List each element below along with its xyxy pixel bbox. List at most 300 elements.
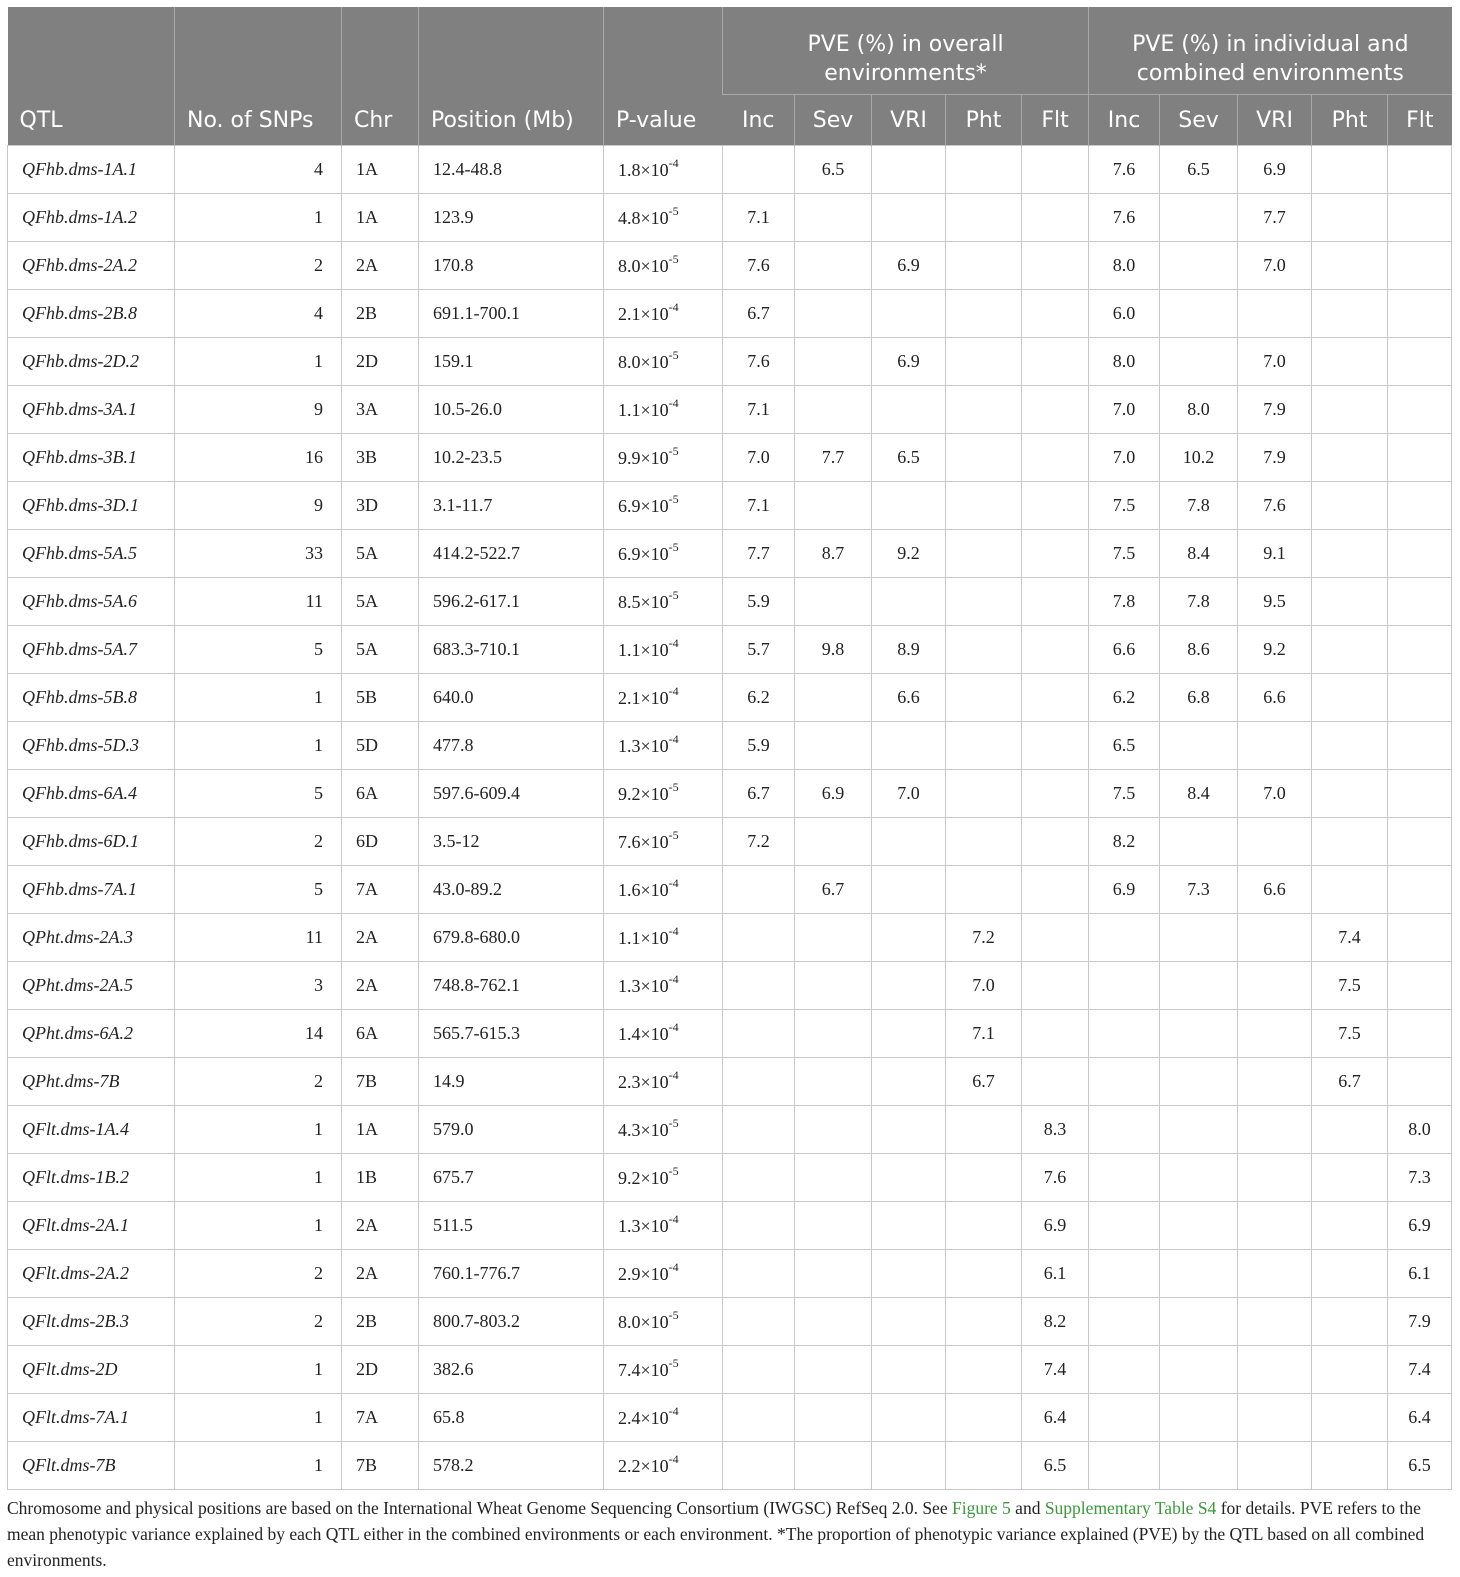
pve-cell: [795, 1298, 872, 1346]
pve-cell: [1160, 1202, 1238, 1250]
pve-cell: [1238, 722, 1312, 770]
caption-text-2: and: [1010, 1498, 1045, 1518]
chromosome-cell: 5B: [342, 674, 419, 722]
snp-count-cell: 5: [175, 626, 342, 674]
p-value-cell: [604, 530, 723, 578]
qtl-name-cell: QPht.dms-6A.2: [8, 1010, 175, 1058]
pve-cell: [723, 1442, 795, 1490]
pve-cell: [1160, 1058, 1238, 1106]
p-value-cell: [604, 290, 723, 338]
pve-cell: 7.0: [1089, 434, 1160, 482]
table-row: [8, 146, 1452, 194]
pve-cell: [795, 1154, 872, 1202]
p-value-exponent: -4: [668, 156, 679, 170]
p-value-exponent: -5: [668, 252, 679, 266]
snp-count-cell: 1: [175, 1106, 342, 1154]
pve-cell: [1022, 530, 1089, 578]
header-sub-vri: VRI: [872, 95, 946, 146]
pve-cell: 7.8: [1089, 578, 1160, 626]
qtl-name-cell: QFhb.dms-3B.1: [8, 434, 175, 482]
table-row: [8, 770, 1452, 818]
pve-cell: [723, 1154, 795, 1202]
qtl-name-cell: QFhb.dms-5A.7: [8, 626, 175, 674]
pve-cell: [795, 194, 872, 242]
table-header: [8, 7, 1452, 146]
pve-cell: [1238, 1346, 1312, 1394]
pve-cell: 7.5: [1312, 1010, 1388, 1058]
chromosome-cell: 1A: [342, 146, 419, 194]
qtl-name-cell: QFlt.dms-1A.4: [8, 1106, 175, 1154]
pve-cell: [1388, 722, 1452, 770]
pve-cell: 7.7: [723, 530, 795, 578]
p-value-mantissa: 1.1×10: [618, 400, 669, 420]
pve-cell: 7.0: [1238, 770, 1312, 818]
p-value-cell: [604, 578, 723, 626]
pve-cell: [1388, 290, 1452, 338]
pve-cell: 7.1: [723, 194, 795, 242]
figure-5-link[interactable]: Figure 5: [951, 1498, 1011, 1518]
table-row: [8, 290, 1452, 338]
table-row: [8, 338, 1452, 386]
pve-cell: 6.1: [1388, 1250, 1452, 1298]
p-value-exponent: -4: [668, 1020, 679, 1034]
pve-cell: [723, 1298, 795, 1346]
pve-cell: [946, 1250, 1022, 1298]
p-value-exponent: -4: [668, 300, 679, 314]
header-sub-inc: Inc: [723, 95, 795, 146]
pve-cell: [1312, 146, 1388, 194]
p-value-exponent: -4: [668, 1452, 679, 1466]
pve-cell: [872, 1346, 946, 1394]
p-value-exponent: -4: [668, 876, 679, 890]
p-value-exponent: -5: [668, 348, 679, 362]
qtl-name-cell: QFhb.dms-5A.5: [8, 530, 175, 578]
pve-cell: [1312, 194, 1388, 242]
table-row: [8, 914, 1452, 962]
table-row: [8, 578, 1452, 626]
position-cell: 159.1: [419, 338, 604, 386]
snp-count-cell: 5: [175, 866, 342, 914]
table-row: [8, 1010, 1452, 1058]
pve-cell: [795, 1106, 872, 1154]
qtl-name-cell: QFlt.dms-2B.3: [8, 1298, 175, 1346]
pve-cell: 6.9: [1022, 1202, 1089, 1250]
p-value-cell: [604, 1058, 723, 1106]
p-value-exponent: -5: [668, 1116, 679, 1130]
chromosome-cell: 2A: [342, 962, 419, 1010]
position-cell: 675.7: [419, 1154, 604, 1202]
p-value-mantissa: 1.1×10: [618, 928, 669, 948]
pve-cell: 6.6: [1238, 674, 1312, 722]
pve-cell: [1312, 434, 1388, 482]
pve-cell: [1238, 1058, 1312, 1106]
pve-cell: 6.9: [872, 338, 946, 386]
qtl-name-cell: QFlt.dms-2D: [8, 1346, 175, 1394]
snp-count-cell: 2: [175, 1058, 342, 1106]
pve-cell: 7.4: [1312, 914, 1388, 962]
pve-cell: [795, 914, 872, 962]
supplementary-table-link[interactable]: Supplementary Table S4: [1044, 1498, 1217, 1518]
snp-count-cell: 9: [175, 482, 342, 530]
p-value-mantissa: 1.3×10: [618, 976, 669, 996]
pve-cell: [1388, 626, 1452, 674]
pve-cell: 6.7: [723, 770, 795, 818]
table-row: [8, 1394, 1452, 1442]
table-row: [8, 1346, 1452, 1394]
p-value-cell: [604, 1250, 723, 1298]
pve-cell: [1160, 1346, 1238, 1394]
chromosome-cell: 2B: [342, 1298, 419, 1346]
pve-cell: [1160, 242, 1238, 290]
caption-text-3: for details. PVE refers to the mean phenotypic variance explained by each QTL either in the combined environments or each environment. *The proportion of phenotypic variance explained (PVE) by the QTL based on all combined environments.: [7, 1498, 1425, 1570]
snp-count-cell: 33: [175, 530, 342, 578]
p-value-mantissa: 8.0×10: [618, 1312, 669, 1332]
pve-cell: 7.6: [1238, 482, 1312, 530]
p-value-exponent: -4: [668, 684, 679, 698]
position-cell: 382.6: [419, 1346, 604, 1394]
pve-cell: [1022, 770, 1089, 818]
pve-cell: 6.5: [795, 146, 872, 194]
pve-cell: 8.2: [1089, 818, 1160, 866]
qtl-name-cell: QFhb.dms-1A.1: [8, 146, 175, 194]
pve-cell: [1022, 866, 1089, 914]
p-value-cell: [604, 1106, 723, 1154]
p-value-exponent: -4: [668, 396, 679, 410]
table-row: [8, 962, 1452, 1010]
snp-count-cell: 1: [175, 722, 342, 770]
pve-cell: [723, 1250, 795, 1298]
pve-cell: 9.5: [1238, 578, 1312, 626]
pve-cell: [1022, 242, 1089, 290]
pve-cell: [1022, 578, 1089, 626]
pve-cell: 7.0: [1238, 338, 1312, 386]
pve-cell: [872, 1442, 946, 1490]
position-cell: 10.2-23.5: [419, 434, 604, 482]
pve-cell: [723, 1106, 795, 1154]
p-value-exponent: -4: [668, 636, 679, 650]
pve-cell: [1089, 1058, 1160, 1106]
p-value-exponent: -5: [668, 1308, 679, 1322]
pve-cell: [872, 482, 946, 530]
pve-cell: 7.0: [1089, 386, 1160, 434]
pve-cell: [946, 770, 1022, 818]
pve-cell: 9.1: [1238, 530, 1312, 578]
table-row: [8, 1250, 1452, 1298]
p-value-mantissa: 7.4×10: [618, 1360, 669, 1380]
snp-count-cell: 1: [175, 1394, 342, 1442]
pve-cell: [1160, 338, 1238, 386]
pve-cell: [1238, 962, 1312, 1010]
pve-cell: 6.9: [795, 770, 872, 818]
pve-cell: [1022, 674, 1089, 722]
pve-cell: [1238, 1202, 1312, 1250]
p-value-cell: [604, 962, 723, 1010]
pve-cell: [1312, 1154, 1388, 1202]
position-cell: 123.9: [419, 194, 604, 242]
pve-cell: [1160, 818, 1238, 866]
table-row: [8, 386, 1452, 434]
chromosome-cell: 2D: [342, 1346, 419, 1394]
pve-cell: 6.8: [1160, 674, 1238, 722]
qtl-name-cell: QFhb.dms-6D.1: [8, 818, 175, 866]
pve-cell: 7.4: [1022, 1346, 1089, 1394]
qtl-name-cell: QFlt.dms-2A.1: [8, 1202, 175, 1250]
chromosome-cell: 5A: [342, 530, 419, 578]
snp-count-cell: 1: [175, 1202, 342, 1250]
table-row: [8, 722, 1452, 770]
pve-cell: [1238, 1154, 1312, 1202]
p-value-cell: [604, 1298, 723, 1346]
pve-cell: [795, 1250, 872, 1298]
p-value-exponent: -4: [668, 1068, 679, 1082]
pve-cell: [1022, 194, 1089, 242]
pve-cell: 8.6: [1160, 626, 1238, 674]
pve-cell: [946, 146, 1022, 194]
pve-cell: [946, 818, 1022, 866]
pve-cell: 7.7: [1238, 194, 1312, 242]
p-value-mantissa: 2.1×10: [618, 688, 669, 708]
table-row: [8, 818, 1452, 866]
table-row: [8, 434, 1452, 482]
p-value-cell: [604, 194, 723, 242]
pve-cell: [946, 722, 1022, 770]
header-chr: Chr: [342, 7, 419, 146]
pve-cell: [1312, 1346, 1388, 1394]
p-value-mantissa: 2.4×10: [618, 1408, 669, 1428]
p-value-cell: [604, 386, 723, 434]
position-cell: 414.2-522.7: [419, 530, 604, 578]
chromosome-cell: 3A: [342, 386, 419, 434]
pve-cell: 7.9: [1238, 434, 1312, 482]
pve-cell: [1238, 914, 1312, 962]
chromosome-cell: 2A: [342, 1250, 419, 1298]
snp-count-cell: 11: [175, 578, 342, 626]
p-value-exponent: -5: [668, 1164, 679, 1178]
pve-cell: [795, 578, 872, 626]
chromosome-cell: 6A: [342, 770, 419, 818]
header-sub-pht: Pht: [1312, 95, 1388, 146]
qtl-name-cell: QFhb.dms-2B.8: [8, 290, 175, 338]
pve-cell: 9.2: [1238, 626, 1312, 674]
pve-cell: [1238, 1010, 1312, 1058]
pve-cell: [1388, 194, 1452, 242]
pve-cell: [872, 1202, 946, 1250]
table-row: [8, 866, 1452, 914]
pve-cell: [872, 146, 946, 194]
position-cell: 596.2-617.1: [419, 578, 604, 626]
pve-cell: [872, 1394, 946, 1442]
pve-cell: 6.7: [723, 290, 795, 338]
pve-cell: [872, 1250, 946, 1298]
pve-cell: [1312, 1298, 1388, 1346]
pve-cell: 7.6: [723, 338, 795, 386]
pve-cell: [1312, 866, 1388, 914]
qtl-name-cell: QFhb.dms-7A.1: [8, 866, 175, 914]
pve-cell: 7.0: [723, 434, 795, 482]
header-sub-flt: Flt: [1022, 95, 1089, 146]
pve-cell: [1312, 482, 1388, 530]
table-row: [8, 626, 1452, 674]
pve-cell: [1388, 338, 1452, 386]
pve-cell: [946, 194, 1022, 242]
pve-cell: [795, 1010, 872, 1058]
p-value-mantissa: 2.9×10: [618, 1264, 669, 1284]
pve-cell: [795, 1394, 872, 1442]
pve-cell: [872, 1154, 946, 1202]
pve-cell: [872, 194, 946, 242]
p-value-mantissa: 1.4×10: [618, 1024, 669, 1044]
pve-cell: [1160, 722, 1238, 770]
chromosome-cell: 2A: [342, 914, 419, 962]
pve-cell: 6.2: [1089, 674, 1160, 722]
pve-cell: [946, 338, 1022, 386]
pve-cell: [1022, 962, 1089, 1010]
pve-cell: [1022, 914, 1089, 962]
position-cell: 10.5-26.0: [419, 386, 604, 434]
header-sub-pht: Pht: [946, 95, 1022, 146]
qtl-name-cell: QPht.dms-2A.3: [8, 914, 175, 962]
pve-cell: [946, 1106, 1022, 1154]
p-value-cell: [604, 1010, 723, 1058]
pve-cell: [1312, 338, 1388, 386]
position-cell: 760.1-776.7: [419, 1250, 604, 1298]
pve-cell: 7.0: [946, 962, 1022, 1010]
p-value-mantissa: 8.0×10: [618, 256, 669, 276]
pve-cell: [872, 962, 946, 1010]
pve-cell: 8.0: [1089, 338, 1160, 386]
p-value-cell: [604, 482, 723, 530]
pve-cell: 7.3: [1160, 866, 1238, 914]
p-value-mantissa: 7.6×10: [618, 832, 669, 852]
pve-cell: [872, 1298, 946, 1346]
p-value-exponent: -5: [668, 1356, 679, 1370]
pve-cell: [946, 1442, 1022, 1490]
pve-cell: [946, 1346, 1022, 1394]
table-caption: [7, 1495, 1452, 1573]
pve-cell: [946, 1298, 1022, 1346]
qtl-name-cell: QFhb.dms-5D.3: [8, 722, 175, 770]
pve-cell: [1089, 1442, 1160, 1490]
snp-count-cell: 3: [175, 962, 342, 1010]
chromosome-cell: 7A: [342, 1394, 419, 1442]
pve-cell: 8.0: [1388, 1106, 1452, 1154]
pve-cell: [872, 1010, 946, 1058]
pve-cell: 7.4: [1388, 1346, 1452, 1394]
pve-cell: [1388, 434, 1452, 482]
position-cell: 597.6-609.4: [419, 770, 604, 818]
header-group-individual: PVE (%) in individual and combined environments: [1089, 7, 1452, 95]
snp-count-cell: 11: [175, 914, 342, 962]
position-cell: 12.4-48.8: [419, 146, 604, 194]
position-cell: 683.3-710.1: [419, 626, 604, 674]
pve-cell: 5.7: [723, 626, 795, 674]
pve-cell: [1022, 290, 1089, 338]
pve-cell: 7.9: [1388, 1298, 1452, 1346]
position-cell: 691.1-700.1: [419, 290, 604, 338]
snp-count-cell: 2: [175, 1250, 342, 1298]
chromosome-cell: 6D: [342, 818, 419, 866]
p-value-exponent: -5: [668, 444, 679, 458]
header-snps: No. of SNPs: [175, 7, 342, 146]
pve-cell: [1238, 818, 1312, 866]
table-row: [8, 530, 1452, 578]
pve-cell: [723, 962, 795, 1010]
qtl-name-cell: QFlt.dms-1B.2: [8, 1154, 175, 1202]
pve-cell: 7.2: [723, 818, 795, 866]
p-value-cell: [604, 818, 723, 866]
snp-count-cell: 1: [175, 674, 342, 722]
pve-cell: [1238, 1298, 1312, 1346]
p-value-mantissa: 9.9×10: [618, 448, 669, 468]
p-value-cell: [604, 1394, 723, 1442]
position-cell: 748.8-762.1: [419, 962, 604, 1010]
snp-count-cell: 2: [175, 242, 342, 290]
snp-count-cell: 16: [175, 434, 342, 482]
table-row: [8, 1442, 1452, 1490]
table-row: [8, 1298, 1452, 1346]
chromosome-cell: 7A: [342, 866, 419, 914]
pve-cell: 7.1: [723, 386, 795, 434]
chromosome-cell: 2B: [342, 290, 419, 338]
pve-cell: [795, 242, 872, 290]
pve-cell: [1022, 146, 1089, 194]
pve-cell: [1022, 386, 1089, 434]
chromosome-cell: 7B: [342, 1058, 419, 1106]
pve-cell: [1388, 242, 1452, 290]
p-value-cell: [604, 242, 723, 290]
pve-cell: [795, 290, 872, 338]
pve-cell: [795, 818, 872, 866]
pve-cell: [795, 1202, 872, 1250]
pve-cell: [946, 290, 1022, 338]
qtl-name-cell: QFlt.dms-7A.1: [8, 1394, 175, 1442]
position-cell: 14.9: [419, 1058, 604, 1106]
position-cell: 65.8: [419, 1394, 604, 1442]
pve-cell: [872, 818, 946, 866]
pve-cell: [723, 866, 795, 914]
snp-count-cell: 1: [175, 1154, 342, 1202]
pve-cell: [795, 962, 872, 1010]
pve-cell: [1388, 770, 1452, 818]
header-sub-inc: Inc: [1089, 95, 1160, 146]
header-pvalue: P-value: [604, 7, 723, 146]
pve-cell: [1238, 290, 1312, 338]
pve-cell: 8.7: [795, 530, 872, 578]
pve-cell: [795, 1442, 872, 1490]
p-value-exponent: -5: [668, 204, 679, 218]
pve-cell: 6.6: [872, 674, 946, 722]
p-value-cell: [604, 674, 723, 722]
p-value-mantissa: 4.3×10: [618, 1120, 669, 1140]
position-cell: 640.0: [419, 674, 604, 722]
pve-cell: [1312, 578, 1388, 626]
pve-cell: 8.0: [1089, 242, 1160, 290]
p-value-exponent: -5: [668, 492, 679, 506]
p-value-mantissa: 9.2×10: [618, 1168, 669, 1188]
p-value-exponent: -4: [668, 1260, 679, 1274]
pve-cell: 7.1: [946, 1010, 1022, 1058]
pve-cell: [1388, 962, 1452, 1010]
position-cell: 43.0-89.2: [419, 866, 604, 914]
pve-cell: 7.5: [1312, 962, 1388, 1010]
pve-cell: [1312, 1202, 1388, 1250]
pve-cell: 6.5: [1160, 146, 1238, 194]
pve-cell: [1022, 482, 1089, 530]
pve-cell: 8.0: [1160, 386, 1238, 434]
pve-cell: [795, 338, 872, 386]
pve-cell: [1312, 626, 1388, 674]
pve-cell: [1160, 1298, 1238, 1346]
